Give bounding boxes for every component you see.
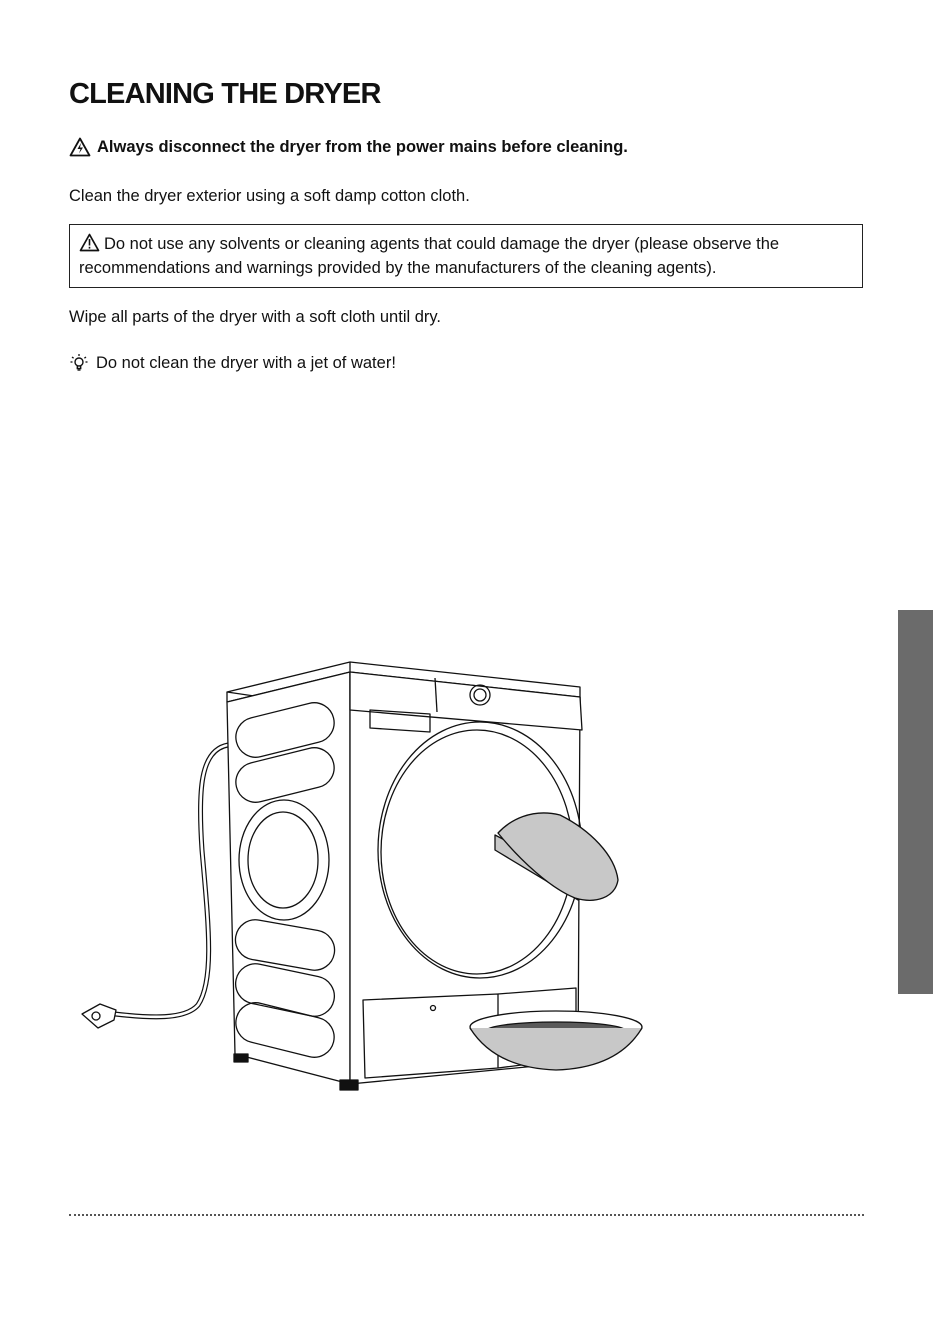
caution-triangle-icon bbox=[79, 233, 100, 252]
power-warning-text: Always disconnect the dryer from the power mains before cleaning. bbox=[97, 137, 628, 156]
wipe-dry-text: Wipe all parts of the dryer with a soft cloth until dry. bbox=[69, 308, 442, 326]
lightbulb-tip-icon bbox=[69, 353, 89, 373]
electric-warning-icon bbox=[69, 137, 91, 157]
water-jet-tip bbox=[69, 353, 396, 373]
power-cord bbox=[82, 745, 228, 1028]
water-jet-tip-text: Do not clean the dryer with a jet of water! bbox=[96, 353, 396, 372]
section-side-tab bbox=[898, 610, 933, 994]
solvent-warning-text: Do not use any solvents or cleaning agents that could damage the dryer (please observe the recommendations and warnings provided by the manufacturers of the cleaning agents). bbox=[79, 235, 780, 277]
page-title: CLEANING THE DRYER bbox=[69, 78, 381, 110]
dryer-cleaning-illustration bbox=[70, 650, 670, 1100]
page-footer-divider bbox=[69, 1214, 864, 1216]
solvent-warning-box bbox=[69, 224, 863, 288]
power-warning bbox=[69, 137, 628, 157]
exterior-cleaning-text: Clean the dryer exterior using a soft damp cotton cloth. bbox=[69, 187, 470, 205]
